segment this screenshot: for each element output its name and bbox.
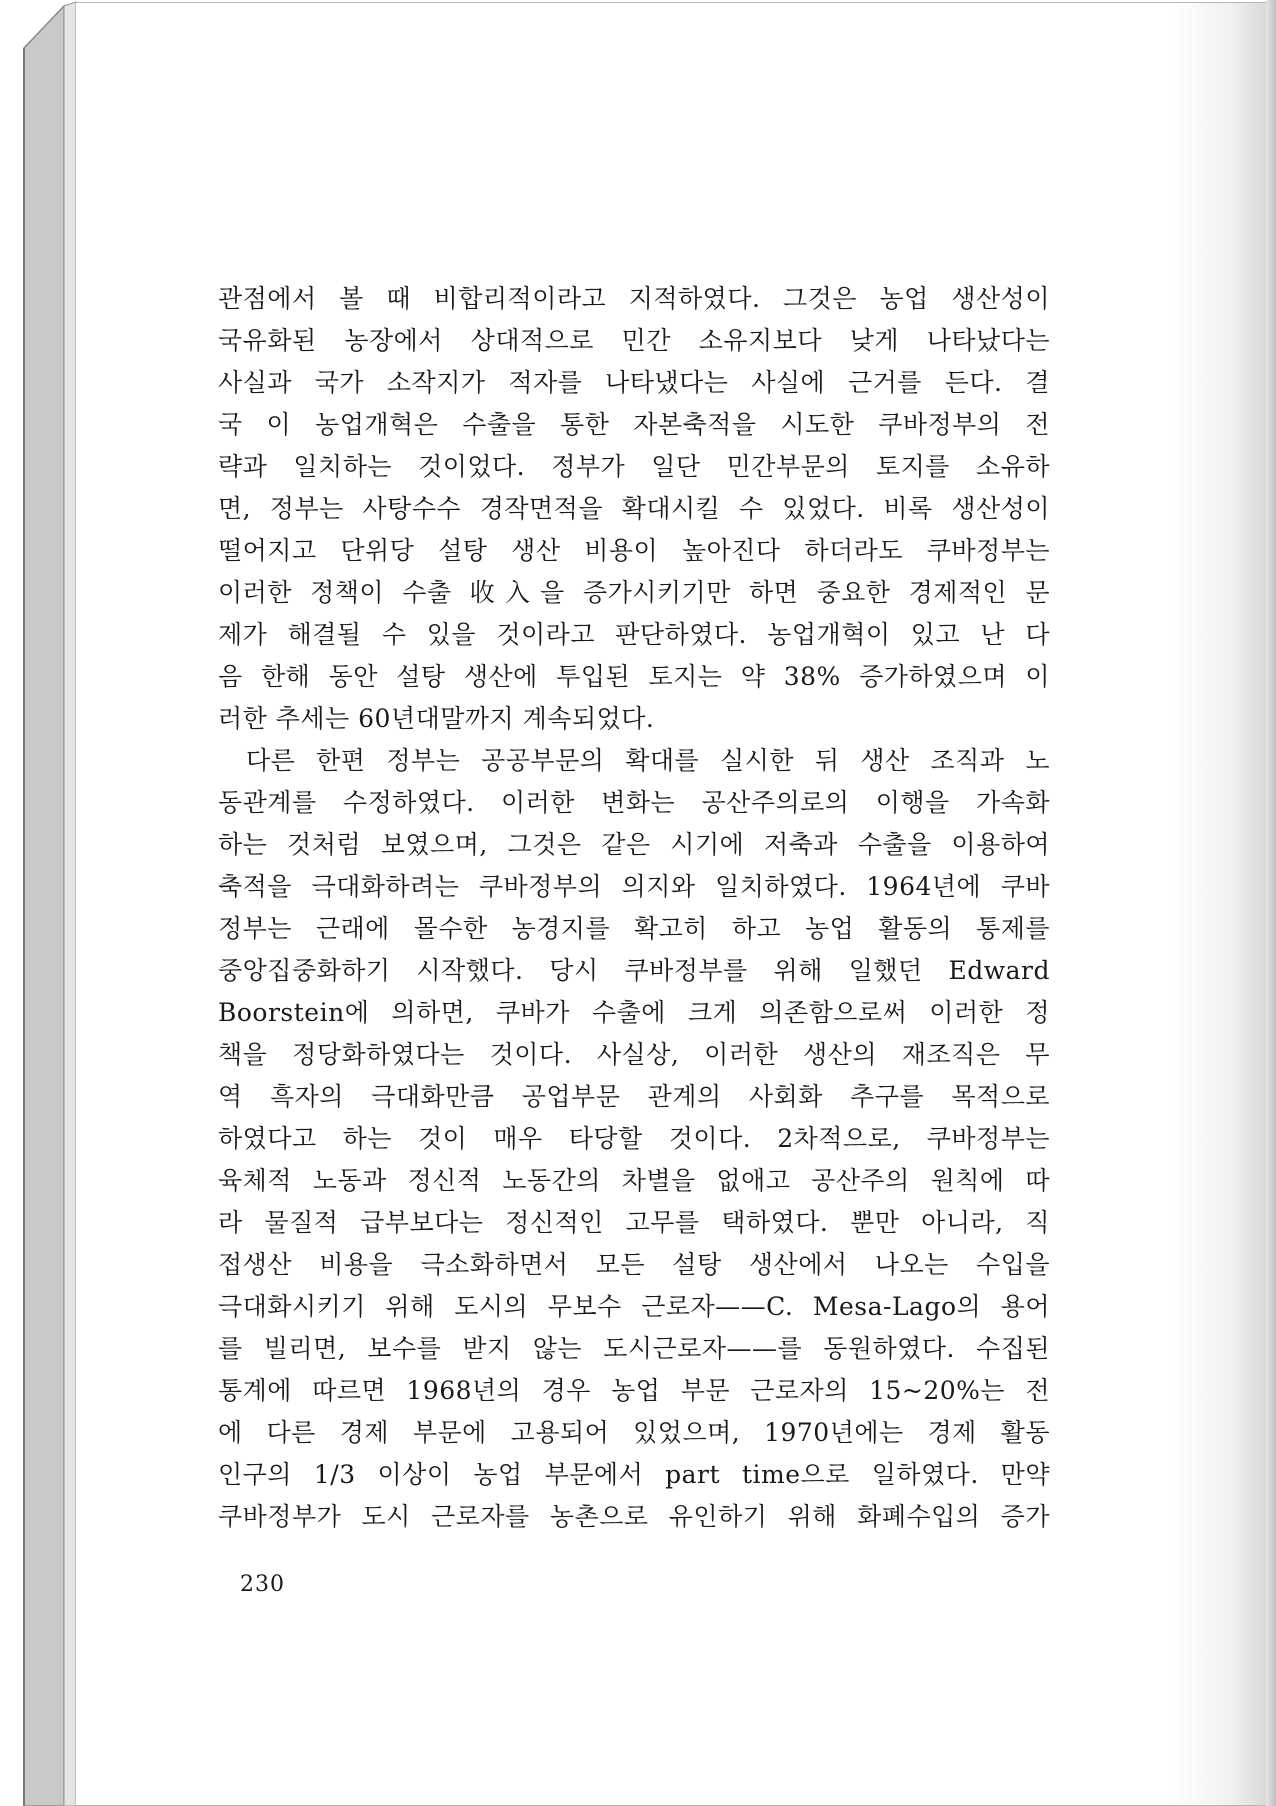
text-line: 인구의 1/3 이상이 농업 부문에서 part time으로 일하였다. 만약 xyxy=(218,1460,1050,1489)
text-line: 떨어지고 단위당 설탕 생산 비용이 높아진다 하더라도 쿠바정부는 xyxy=(218,536,1050,565)
text-line: 국 이 농업개혁은 수출을 통한 자본축적을 시도한 쿠바정부의 전 xyxy=(218,410,1050,439)
body-text xyxy=(218,278,1050,1538)
text-line: 관점에서 볼 때 비합리적이라고 지적하였다. 그것은 농업 생산성이 xyxy=(218,284,1050,313)
book-spine-edge xyxy=(0,0,80,1806)
page-right-shadow xyxy=(1266,0,1276,1806)
text-line: 음 한해 동안 설탕 생산에 투입된 토지는 약 38% 증가하였으며 이 xyxy=(218,662,1050,691)
text-line: 이러한 정책이 수출 收入을 증가시키기만 하면 중요한 경제적인 문 xyxy=(218,578,1050,607)
text-line: 역 흑자의 극대화만큼 공업부문 관계의 사회화 추구를 목적으로 xyxy=(218,1082,1050,1111)
text-line: 통계에 따르면 1968년의 경우 농업 부문 근로자의 15~20%는 전 xyxy=(218,1376,1050,1405)
text-line: 하였다고 하는 것이 매우 타당할 것이다. 2차적으로, 쿠바정부는 xyxy=(218,1124,1050,1153)
text-line: 책을 정당화하였다는 것이다. 사실상, 이러한 생산의 재조직은 무 xyxy=(218,1040,1050,1069)
text-line: 라 물질적 급부보다는 정신적인 고무를 택하였다. 뿐만 아니라, 직 xyxy=(218,1208,1050,1237)
text-line: 육체적 노동과 정신적 노동간의 차별을 없애고 공산주의 원칙에 따 xyxy=(218,1166,1050,1195)
text-line: 국유화된 농장에서 상대적으로 민간 소유지보다 낮게 나타났다는 xyxy=(218,326,1050,355)
page-number: 230 xyxy=(240,1572,285,1597)
text-line: 략과 일치하는 것이었다. 정부가 일단 민간부문의 토지를 소유하 xyxy=(218,452,1050,481)
text-line: 정부는 근래에 몰수한 농경지를 확고히 하고 농업 활동의 통제를 xyxy=(218,914,1050,943)
spine-shape xyxy=(0,0,80,1806)
text-line: 극대화시키기 위해 도시의 무보수 근로자——C. Mesa-Lago의 용어 xyxy=(218,1292,1050,1321)
text-line: 제가 해결될 수 있을 것이라고 판단하였다. 농업개혁이 있고 난 다 xyxy=(218,620,1050,649)
text-line: 접생산 비용을 극소화하면서 모든 설탕 생산에서 나오는 수입을 xyxy=(218,1250,1050,1279)
text-line: 에 다른 경제 부문에 고용되어 있었으며, 1970년에는 경제 활동 xyxy=(218,1418,1050,1447)
text-line: 를 빌리면, 보수를 받지 않는 도시근로자——를 동원하였다. 수집된 xyxy=(218,1334,1050,1363)
text-line: 다른 한편 정부는 공공부문의 확대를 실시한 뒤 생산 조직과 노 xyxy=(246,746,1050,775)
text-line: 동관계를 수정하였다. 이러한 변화는 공산주의로의 이행을 가속화 xyxy=(218,788,1050,817)
text-line: Boorstein에 의하면, 쿠바가 수출에 크게 의존함으로써 이러한 정 xyxy=(218,998,1050,1027)
text-line: 사실과 국가 소작지가 적자를 나타냈다는 사실에 근거를 든다. 결 xyxy=(218,368,1050,397)
text-line: 쿠바정부가 도시 근로자를 농촌으로 유인하기 위해 화폐수입의 증가 xyxy=(218,1502,1050,1531)
text-line: 축적을 극대화하려는 쿠바정부의 의지와 일치하였다. 1964년에 쿠바 xyxy=(218,872,1050,901)
text-line: 면, 정부는 사탕수수 경작면적을 확대시킬 수 있었다. 비록 생산성이 xyxy=(218,494,1050,523)
text-line: 러한 추세는 60년대말까지 계속되었다. xyxy=(218,704,655,733)
text-line: 하는 것처럼 보였으며, 그것은 같은 시기에 저축과 수출을 이용하여 xyxy=(218,830,1050,859)
text-line: 중앙집중화하기 시작했다. 당시 쿠바정부를 위해 일했던 Edward xyxy=(218,956,1050,985)
